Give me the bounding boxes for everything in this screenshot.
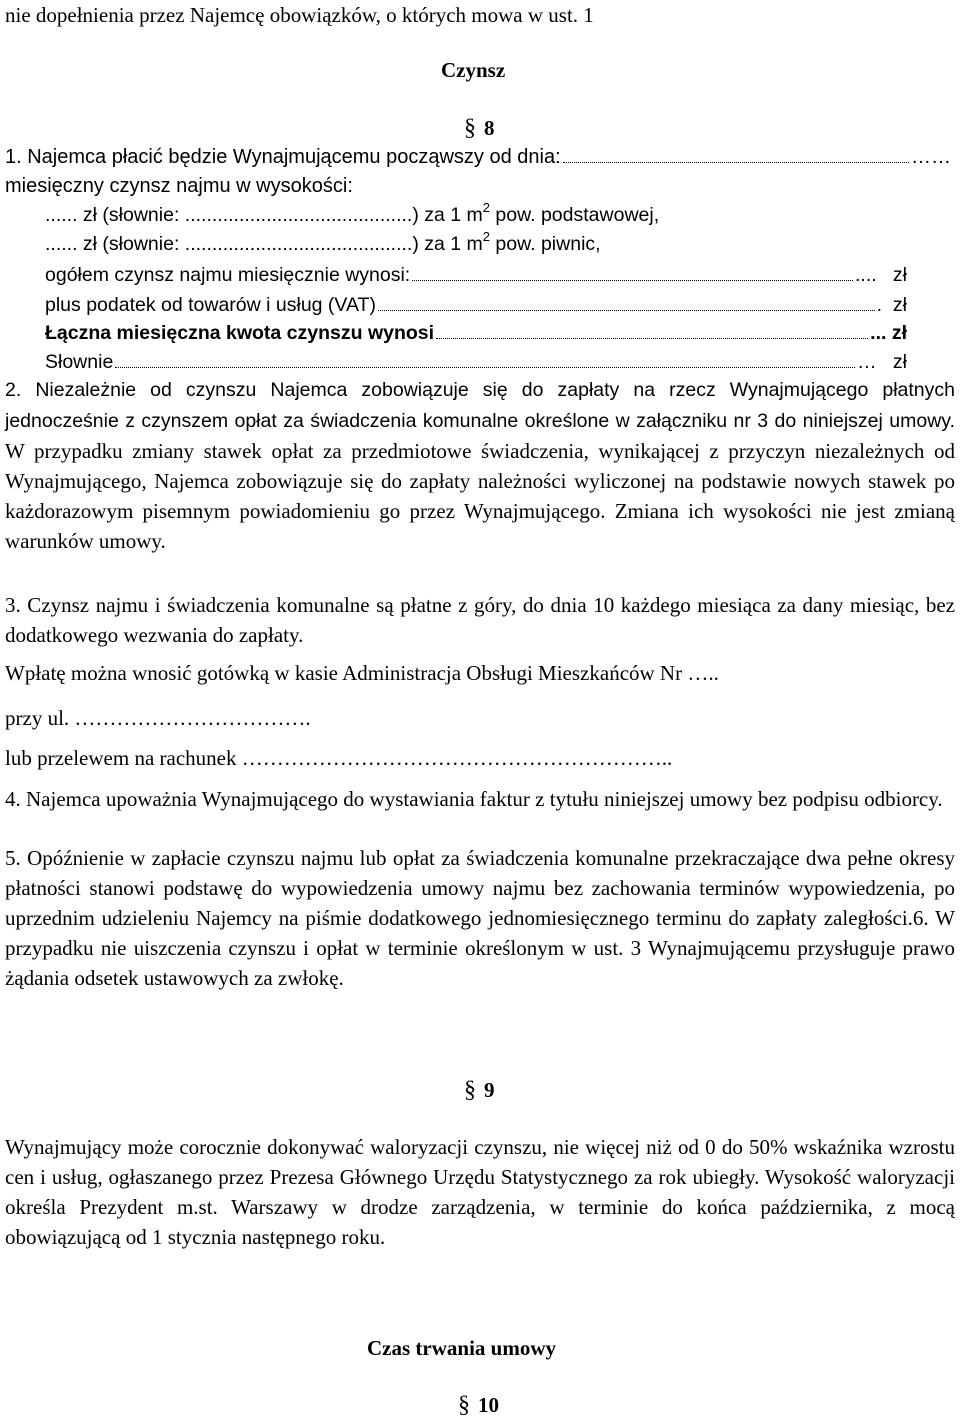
clause-2-part-1: 2. Niezależnie od czynszu Najemca zobowiązuje się do zapłaty na rzecz Wynajmującego płatnych jednocześnie z czynszem opłat za świadczenia komunalne określone w załączniku nr 3 do niniejszej umowy.	[5, 379, 955, 432]
vat-label: plus podatek od towarów i usług (VAT)	[45, 294, 376, 316]
words-blank[interactable]	[115, 351, 855, 368]
words-end: … zł	[857, 351, 907, 373]
rate-basic-words-blank[interactable]: ..........................................	[184, 204, 413, 226]
clause-2	[5, 374, 955, 556]
rate-basic-sup: 2	[482, 199, 491, 215]
section-8-heading	[464, 113, 495, 143]
account-label: lub przelewem na rachunek	[5, 746, 242, 770]
total-line	[45, 260, 907, 290]
sum-blank[interactable]	[436, 322, 868, 339]
rate-cellar-tail: pow. piwnic,	[490, 233, 601, 255]
clause-4: 4. Najemca upoważnia Wynajmującego do wystawiania faktur z tytułu niniejszej umowy bez podpisu odbiorcy.	[5, 787, 943, 811]
date-blank[interactable]	[563, 146, 909, 163]
section-sign: §	[464, 115, 476, 141]
section-number: 10	[478, 1393, 499, 1417]
rate-cellar-sup: 2	[482, 228, 491, 244]
vat-end: . zł	[876, 294, 907, 316]
sum-label: Łączna miesięczna kwota czynszu wynosi	[45, 322, 435, 344]
section-sign: §	[458, 1392, 470, 1418]
total-label: ogółem czynsz najmu miesięcznie wynosi:	[45, 264, 411, 286]
section-10-heading	[458, 1390, 499, 1420]
intro-line: nie dopełnienia przez Najemcę obowiązków, o których mowa w ust. 1	[5, 3, 594, 27]
vat-line	[45, 290, 907, 320]
rate-basic-tail: pow. podstawowej,	[490, 204, 660, 226]
words-label: Słownie	[45, 351, 114, 373]
account-blank[interactable]: ……………………………………………………..	[241, 746, 673, 770]
rate-basic-amount: ...... zł (słownie:	[45, 204, 185, 226]
section-sign: §	[464, 1077, 476, 1103]
sum-line	[45, 318, 907, 348]
vat-blank[interactable]	[378, 294, 875, 311]
clause-9: Wynajmujący może corocznie dokonywać waloryzacji czynszu, nie więcej niż od 0 do 50% wskaźnika wzrostu cen i usług, ogłaszanego przez Prezesa Głównego Urzędu Statystycznego za rok ubiegły. Wysokość waloryzacji określa Prezydent m.st. Warszawy w drodze zarządzenia, w terminie do końca października, z mocą obowiązującą od 1 stycznia następnego roku.	[5, 1135, 955, 1249]
clause-2-part-2: W przypadku zmiany stawek opłat za przedmiotowe świadczenia, wynikającej z przyczyn niezależnych od Wynajmującego, Najemca zobowiązuje się do zapłaty należności wyliczonej na podstawie nowych stawek po każdorazowym pisemnym powiadomieniu go przez Wynajmującego. Zmiana ich wysokości nie jest zmianą warunków umowy.	[5, 439, 955, 553]
rate-cellar-words-blank[interactable]: ..........................................	[184, 233, 413, 255]
clause-1-text: 1. Najemca płacić będzie Wynajmującemu począwszy od dnia:	[5, 146, 561, 168]
section-9-heading	[464, 1075, 495, 1105]
clause-3-account	[5, 743, 955, 773]
words-line	[45, 347, 907, 377]
rate-cellar-amount: ...... zł (słownie:	[45, 233, 185, 255]
clause-1-start-line	[5, 142, 951, 172]
clause-3: 3. Czynsz najmu i świadczenia komunalne są płatne z góry, do dnia 10 każdego miesiąca za dany miesiąc, bez dodatkowego wezwania do zapłaty.	[5, 593, 955, 647]
clause-5: 5. Opóźnienie w zapłacie czynszu najmu lub opłat za świadczenia komunalne przekraczające dwa pełne okresy płatności stanowi podstawę do wypowiedzenia umowy najmu bez zachowania terminów wypowiedzenia, po uprzednim udzieleniu Najemcy na piśmie dodatkowego jednomiesięcznego terminu do zapłaty zaległości.6. W przypadku nie uiszczenia czynszu i opłat w terminie określonym w ust. 3 Wynajmującemu przysługuje prawo żądania odsetek ustawowych za zwłokę.	[5, 846, 955, 990]
clause-3-street	[5, 703, 955, 733]
street-blank[interactable]: …………………………….	[74, 706, 311, 730]
sum-end: ... zł	[870, 322, 907, 344]
rate-cellar-unit: ) za 1 m	[412, 233, 483, 255]
section-number: 8	[484, 116, 495, 140]
czynsz-heading: Czynsz	[441, 58, 506, 82]
rate-basic-unit: ) za 1 m	[412, 204, 483, 226]
total-blank[interactable]	[412, 264, 853, 281]
rate-basic-line	[45, 200, 915, 230]
rate-cellar-line	[45, 229, 915, 259]
street-label: przy ul.	[5, 706, 75, 730]
clause-1-rent-label: miesięczny czynsz najmu w wysokości:	[5, 175, 353, 197]
duration-heading: Czas trwania umowy	[367, 1336, 556, 1360]
section-number: 9	[484, 1078, 495, 1102]
clause-1-end: ……	[911, 146, 951, 168]
clause-3-payment: Wpłatę można wnosić gotówką w kasie Administracja Obsługi Mieszkańców Nr …..	[5, 661, 719, 685]
total-end: .... zł	[854, 264, 907, 286]
